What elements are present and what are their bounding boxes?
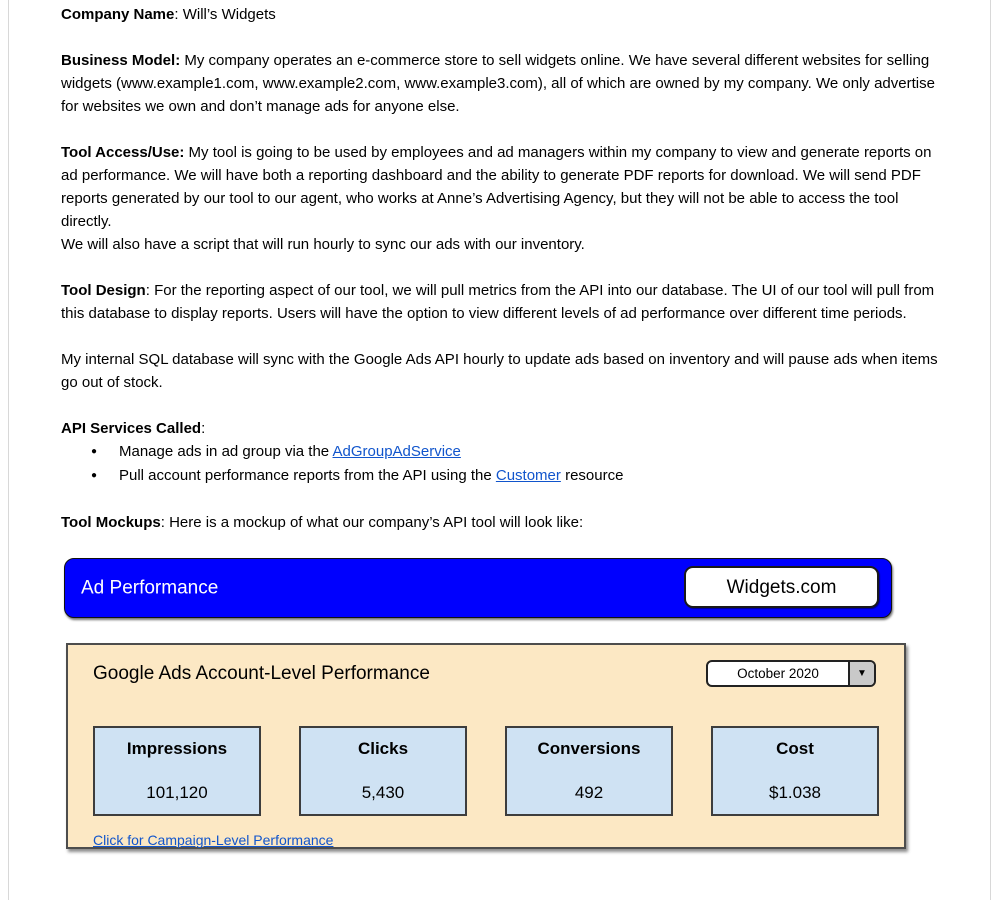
metric-value: 101,120 <box>146 783 208 802</box>
bullet-2-post: resource <box>560 467 624 484</box>
date-range-dropdown[interactable] <box>706 660 876 687</box>
metric-label: Cost <box>776 739 814 758</box>
account-performance-panel <box>66 643 906 849</box>
metric-card-cost <box>711 726 879 816</box>
tool-design-text: : For the reporting aspect of our tool, we will pull metrics from the API into our database. The UI of our tool will pull from this database to display reports. Users will have the option to view different levels of ad performance over different time periods. <box>61 282 935 322</box>
paragraph-company-name <box>61 3 938 26</box>
tool-access-text2: We will also have a script that will run hourly to sync our ads with our inventory. <box>61 236 585 253</box>
company-name-value: : Will’s Widgets <box>174 6 276 23</box>
chevron-down-icon[interactable]: ▼ <box>848 662 874 685</box>
tool-access-label: Tool Access/Use: <box>61 144 185 161</box>
company-name-label: Company Name <box>61 6 175 23</box>
campaign-link-row <box>93 829 879 852</box>
api-services-colon: : <box>201 420 206 437</box>
paragraph-tool-mockups <box>61 511 938 534</box>
widgets-site-button[interactable]: Widgets.com <box>684 566 879 608</box>
campaign-level-link[interactable]: Click for Campaign-Level Performance <box>93 832 334 848</box>
paragraph-tool-design <box>61 279 938 325</box>
list-item <box>89 440 938 464</box>
metric-card-impressions <box>93 726 261 816</box>
date-range-value: October 2020 <box>737 666 819 681</box>
bullet-1-text: Manage ads in ad group via the <box>119 443 333 460</box>
list-item <box>89 464 938 488</box>
business-model-text: My company operates an e-commerce store to sell widgets online. We have several different websites for selling widgets (www.example1.com, www.example2.com, www.example3.com), all of which are owned by my company. We only advertise for websites we own and don’t manage ads for anyone else. <box>61 52 935 115</box>
metric-card-clicks <box>299 726 467 816</box>
paragraph-business-model <box>61 49 938 118</box>
bullet-2-text: Pull account performance reports from the API using the <box>119 467 496 484</box>
tool-mockups-label: Tool Mockups <box>61 514 161 531</box>
paragraph-sql-sync: My internal SQL database will sync with the Google Ads API hourly to update ads based on inventory and will pause ads when items go out of stock. <box>61 351 938 391</box>
paragraph-api-services <box>61 417 938 440</box>
tool-access-text: My tool is going to be used by employees and ad managers within my company to view and generate reports on ad performance. We will have both a reporting dashboard and the ability to generate PDF reports for download. We will send PDF reports generated by our tool to our agent, who works at Anne’s Advertising Agency, but they will not be able to access the tool directly. <box>61 144 932 230</box>
metric-label: Conversions <box>537 739 641 758</box>
tool-design-label: Tool Design <box>61 282 146 299</box>
paragraph-tool-access <box>61 141 938 256</box>
adgroupadservice-link[interactable]: AdGroupAdService <box>332 443 461 460</box>
metric-card-conversions <box>505 726 673 816</box>
metric-value: 492 <box>574 783 604 802</box>
customer-link[interactable]: Customer <box>495 467 561 484</box>
api-services-label: API Services Called <box>61 420 202 437</box>
metric-value: $1.038 <box>769 783 821 802</box>
panel-title: Google Ads Account-Level Performance <box>93 663 430 684</box>
tool-mockups-text: : Here is a mockup of what our company’s API tool will look like: <box>160 514 584 531</box>
document-page <box>8 0 991 900</box>
api-services-list <box>89 440 938 488</box>
document-content <box>9 0 990 849</box>
mockup-header-bar <box>64 558 892 618</box>
metric-label: Clicks <box>357 739 409 758</box>
metric-label: Impressions <box>126 739 228 758</box>
metric-value: 5,430 <box>361 783 405 802</box>
business-model-label: Business Model: <box>61 52 181 69</box>
mockup-title: Ad Performance <box>81 577 219 599</box>
metric-card-row <box>93 726 879 816</box>
